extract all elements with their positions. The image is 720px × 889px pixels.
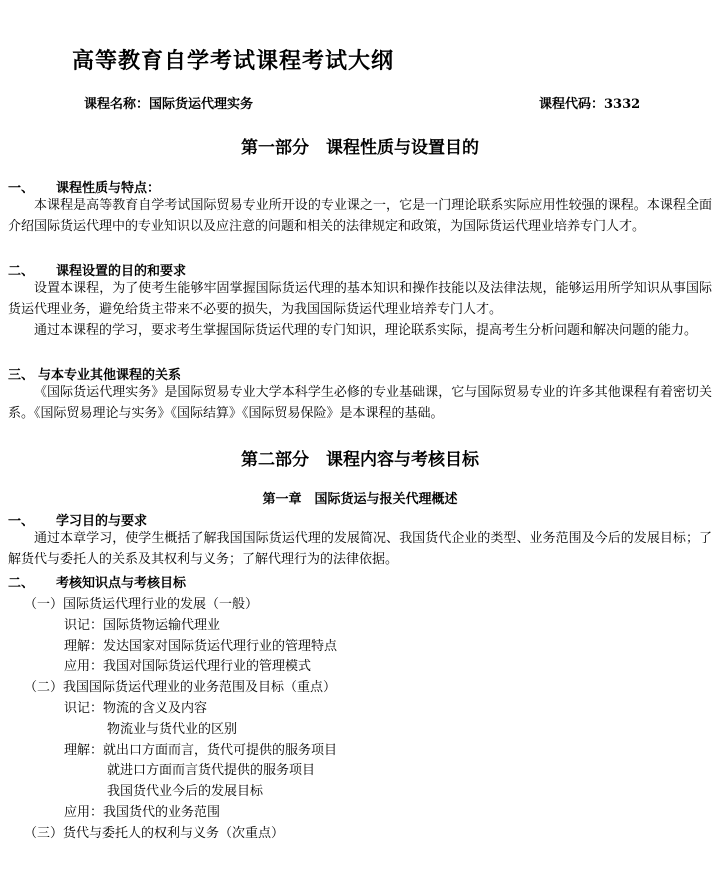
section-number: 二、 (8, 576, 35, 591)
section-number: 一、 (8, 514, 35, 529)
outline-item: 就进口方面而言货代提供的服务项目 (107, 763, 316, 778)
chapter1-title: 第一章 国际货运与报关代理概述 (262, 492, 458, 507)
course-code: 课程代码：3332 (539, 97, 641, 112)
chapter1-sec1-paragraph: 通过本章学习，使学生概括了解我国国际货运代理的发展简况、我国货代企业的类型、业务范围及今后的发展目标；了解货代与委托人的关系及其权利与义务；了解代理行为的法律依据。 (8, 531, 712, 567)
part1-title: 第一部分 课程性质与设置目的 (241, 138, 479, 158)
outline-item: （一）国际货运代理行业的发展（一般） (24, 597, 259, 612)
section-title: 课程性质与特点： (56, 181, 161, 196)
part1-sec1-heading (8, 177, 160, 196)
course-name: 课程名称：国际货运代理实务 (84, 97, 254, 112)
part1-sec1-paragraph: 本课程是高等教育自学考试国际贸易专业所开设的专业课之一，它是一门理论联系实际应用性较强的课程。本课程全面介绍国际货运代理中的专业知识以及应注意的问题和相关的法律规定和政策，为国际货运代理业培养专门人才。 (8, 198, 712, 234)
section-number: 一、 (8, 181, 35, 196)
document-title: 高等教育自学考试课程考试大纲 (72, 48, 395, 74)
outline-item: 识记：物流的含义及内容 (64, 701, 208, 716)
chapter1-sec2-heading (8, 572, 186, 591)
outline-item: （三）货代与委托人的权利与义务（次重点） (24, 826, 285, 841)
part1-sec3-heading (8, 364, 181, 383)
section-title: 学习目的与要求 (56, 514, 148, 529)
outline-item: 我国货代业今后的发展目标 (107, 784, 264, 799)
outline-item: 识记：国际货物运输代理业 (64, 618, 221, 633)
section-number: 二、 (8, 264, 35, 279)
outline-item: 理解：就出口方面而言，货代可提供的服务项目 (64, 743, 338, 758)
outline-item: （二）我国国际货运代理业的业务范围及目标（重点） (24, 680, 337, 695)
section-title: 考核知识点与考核目标 (56, 576, 187, 591)
outline-item: 应用：我国对国际货运代理行业的管理模式 (64, 659, 312, 674)
outline-item: 物流业与货代业的区别 (107, 722, 238, 737)
outline-item: 应用：我国货代的业务范围 (64, 805, 221, 820)
part2-title: 第二部分 课程内容与考核目标 (241, 450, 479, 470)
outline-item: 理解：发达国家对国际货运代理行业的管理特点 (64, 639, 338, 654)
part1-sec2-heading (8, 260, 186, 279)
section-title: 与本专业其他课程的关系 (38, 368, 182, 383)
section-title: 课程设置的目的和要求 (56, 264, 187, 279)
part1-sec3-paragraph: 《国际货运代理实务》是国际贸易专业大学本科学生必修的专业基础课，它与国际贸易专业的许多其他课程有着密切关系。《国际贸易理论与实务》《国际结算》《国际贸易保险》是本课程的基础。 (8, 385, 712, 421)
section-number: 三、 (8, 368, 35, 383)
part1-sec2-paragraph-2: 通过本课程的学习，要求考生掌握国际货运代理的专门知识，理论联系实际，提高考生分析问题和解决问题的能力。 (34, 323, 698, 338)
chapter1-sec1-heading (8, 510, 147, 529)
part1-sec2-paragraph-1: 设置本课程，为了使考生能够牢固掌握国际货运代理的基本知识和操作技能以及法律法规，能够运用所学知识从事国际货运代理业务，避免给货主带来不必要的损失，为我国国际货运代理业培养专门人才。 (8, 281, 712, 317)
